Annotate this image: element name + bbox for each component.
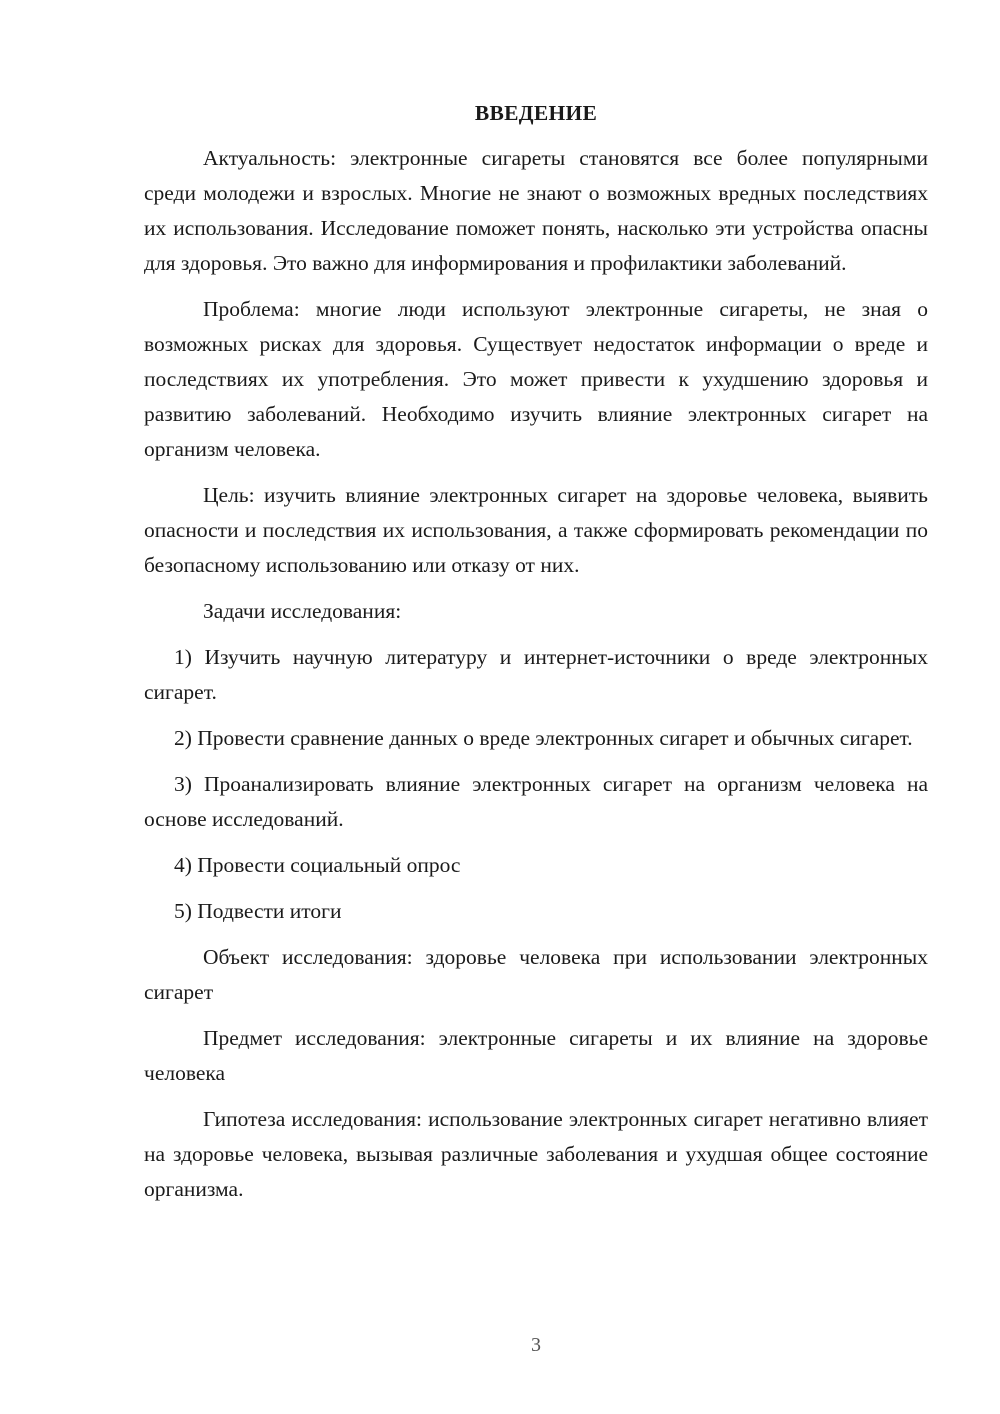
task-item: 4) Провести социальный опрос (174, 853, 461, 877)
task-item: 2) Провести сравнение данных о вреде электронных сигарет и обычных сигарет. (174, 726, 913, 750)
document-page (144, 96, 928, 1218)
page-title: ВВЕДЕНИЕ (474, 101, 598, 125)
subject-paragraph: Предмет исследования: электронные сигареты и их влияние на здоровье человека (144, 1026, 928, 1085)
relevance-paragraph: Актуальность: электронные сигареты становятся все более популярными среди молодежи и взрослых. Многие не знают о возможных вредных последствиях их использования. Исследование поможет понять, насколько эти устройства опасны для здоровья. Это важно для информирования и профилактики заболеваний. (144, 146, 928, 275)
goal-paragraph: Цель: изучить влияние электронных сигарет на здоровье человека, выявить опасности и последствия их использования, а также сформировать рекомендации по безопасному использованию или отказу от них. (144, 483, 928, 577)
task-item: 1) Изучить научную литературу и интернет-источники о вреде электронных сигарет. (144, 645, 928, 704)
problem-paragraph: Проблема: многие люди используют электронные сигареты, не зная о возможных рисках для здоровья. Существует недостаток информации о вреде и последствиях их употребления. Это может привести к ухудшению здоровья и развитию заболеваний. Необходимо изучить влияние электронных сигарет на организм человека. (144, 297, 928, 461)
task-item: 3) Проанализировать влияние электронных сигарет на организм человека на основе исследований. (144, 772, 928, 831)
task-item: 5) Подвести итоги (174, 899, 342, 923)
hypothesis-paragraph: Гипотеза исследования: использование электронных сигарет негативно влияет на здоровье человека, вызывая различные заболевания и ухудшая общее состояние организма. (144, 1107, 928, 1201)
object-paragraph: Объект исследования: здоровье человека при использовании электронных сигарет (144, 945, 928, 1004)
page-number: 3 (531, 1334, 541, 1356)
tasks-heading: Задачи исследования: (203, 599, 402, 623)
